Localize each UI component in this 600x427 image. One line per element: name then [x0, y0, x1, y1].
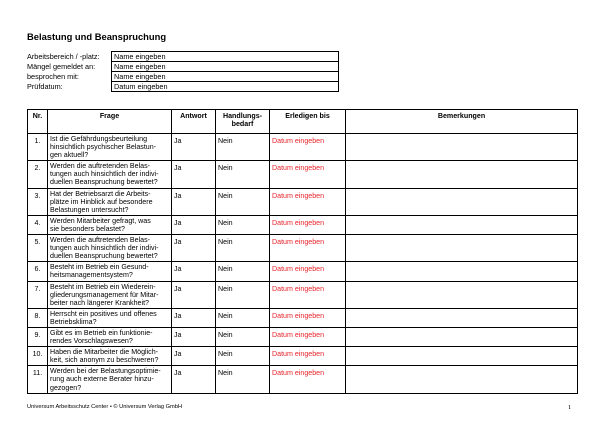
- table-row: [28, 188, 578, 215]
- question-text: Hat der Betriebsarzt die Arbeits- plätze im Hinblick auf besondere Belastungen untersucht?: [48, 188, 172, 215]
- row-number: 1.: [28, 134, 48, 161]
- col-header-frage: Frage: [48, 110, 172, 134]
- col-header-handlungsbedarf: Handlungs- bedarf: [216, 110, 270, 134]
- question-text: Werden Mitarbeiter gefragt, was sie besonders belastet?: [48, 215, 172, 234]
- row-number: 9.: [28, 327, 48, 346]
- table-row: [28, 235, 578, 262]
- question-text: Werden bei der Belastungsoptimie- rung auch externe Berater hinzu- gezogen?: [48, 366, 172, 393]
- table-row: [28, 161, 578, 188]
- question-text: Besteht im Betrieb ein Gesund- heitsmanagementsystem?: [48, 262, 172, 281]
- question-text: Gibt es im Betrieb ein funktionie- rendes Vorschlagswesen?: [48, 327, 172, 346]
- row-number: 8.: [28, 308, 48, 327]
- remarks-field[interactable]: [346, 215, 578, 234]
- answer-field[interactable]: Ja: [172, 308, 216, 327]
- due-date-field[interactable]: Datum eingeben: [270, 366, 346, 393]
- answer-field[interactable]: Ja: [172, 235, 216, 262]
- action-needed-field[interactable]: Nein: [216, 134, 270, 161]
- action-needed-field[interactable]: Nein: [216, 366, 270, 393]
- due-date-field[interactable]: Datum eingeben: [270, 235, 346, 262]
- due-date-field[interactable]: Datum eingeben: [270, 215, 346, 234]
- checklist-table: [27, 109, 578, 394]
- table-row: [28, 134, 578, 161]
- meta-label: besprochen mit:: [27, 72, 79, 81]
- action-needed-field[interactable]: Nein: [216, 161, 270, 188]
- answer-field[interactable]: Ja: [172, 281, 216, 308]
- row-number: 2.: [28, 161, 48, 188]
- answer-field[interactable]: Ja: [172, 215, 216, 234]
- row-number: 4.: [28, 215, 48, 234]
- row-number: 7.: [28, 281, 48, 308]
- table-row: [28, 347, 578, 366]
- table-row: [28, 308, 578, 327]
- due-date-field[interactable]: Datum eingeben: [270, 188, 346, 215]
- due-date-field[interactable]: Datum eingeben: [270, 347, 346, 366]
- table-row: [28, 366, 578, 393]
- meta-input-field[interactable]: Name eingeben: [112, 52, 339, 62]
- action-needed-field[interactable]: Nein: [216, 327, 270, 346]
- meta-label: Mängel gemeldet an:: [27, 62, 96, 71]
- meta-row: [27, 72, 339, 82]
- answer-field[interactable]: Ja: [172, 366, 216, 393]
- answer-field[interactable]: Ja: [172, 327, 216, 346]
- remarks-field[interactable]: [346, 161, 578, 188]
- meta-label: Prüfdatum:: [27, 82, 63, 91]
- remarks-field[interactable]: [346, 366, 578, 393]
- due-date-field[interactable]: Datum eingeben: [270, 327, 346, 346]
- table-row: [28, 281, 578, 308]
- action-needed-field[interactable]: Nein: [216, 308, 270, 327]
- action-needed-field[interactable]: Nein: [216, 188, 270, 215]
- page-number: 1: [568, 404, 572, 411]
- due-date-field[interactable]: Datum eingeben: [270, 262, 346, 281]
- question-text: Ist die Gefährdungsbeurteilung hinsichtlich psychischer Belastun- gen aktuell?: [48, 134, 172, 161]
- answer-field[interactable]: Ja: [172, 134, 216, 161]
- remarks-field[interactable]: [346, 188, 578, 215]
- question-text: Herrscht ein positives und offenes Betriebsklima?: [48, 308, 172, 327]
- question-text: Werden die auftretenden Belas- tungen auch hinsichtlich der indivi- duellen Beanspruchung bewertet?: [48, 161, 172, 188]
- meta-label: Arbeitsbereich / -platz:: [27, 52, 100, 61]
- meta-row: [27, 52, 339, 62]
- meta-row: [27, 62, 339, 72]
- question-text: Besteht im Betrieb ein Wiederein- gliederungsmanagement für Mitar- beiter nach längerer Krankheit?: [48, 281, 172, 308]
- action-needed-field[interactable]: Nein: [216, 262, 270, 281]
- table-header-row: [28, 110, 578, 134]
- action-needed-field[interactable]: Nein: [216, 347, 270, 366]
- meta-input-field[interactable]: Datum eingeben: [112, 82, 339, 92]
- meta-row: [27, 82, 339, 92]
- remarks-field[interactable]: [346, 262, 578, 281]
- due-date-field[interactable]: Datum eingeben: [270, 308, 346, 327]
- due-date-field[interactable]: Datum eingeben: [270, 161, 346, 188]
- row-number: 6.: [28, 262, 48, 281]
- answer-field[interactable]: Ja: [172, 188, 216, 215]
- table-row: [28, 327, 578, 346]
- question-text: Werden die auftretenden Belas- tungen auch hinsichtlich der indivi- duellen Beanspruchung bewertet?: [48, 235, 172, 262]
- footer-text: Universum Arbeitsschutz Center • © Universum Verlag GmbH: [27, 404, 183, 410]
- answer-field[interactable]: Ja: [172, 347, 216, 366]
- due-date-field[interactable]: Datum eingeben: [270, 134, 346, 161]
- due-date-field[interactable]: Datum eingeben: [270, 281, 346, 308]
- question-text: Haben die Mitarbeiter die Möglich- keit, sich anonym zu beschweren?: [48, 347, 172, 366]
- remarks-field[interactable]: [346, 281, 578, 308]
- table-row: [28, 215, 578, 234]
- col-header-nr: Nr.: [28, 110, 48, 134]
- page-title: Belastung und Beanspruchung: [27, 31, 167, 42]
- action-needed-field[interactable]: Nein: [216, 215, 270, 234]
- remarks-field[interactable]: [346, 347, 578, 366]
- table-row: [28, 262, 578, 281]
- answer-field[interactable]: Ja: [172, 161, 216, 188]
- meta-fields: [27, 51, 339, 92]
- action-needed-field[interactable]: Nein: [216, 235, 270, 262]
- meta-input-field[interactable]: Name eingeben: [112, 72, 339, 82]
- action-needed-field[interactable]: Nein: [216, 281, 270, 308]
- col-header-erledigen-bis: Erledigen bis: [270, 110, 346, 134]
- row-number: 3.: [28, 188, 48, 215]
- row-number: 5.: [28, 235, 48, 262]
- row-number: 10.: [28, 347, 48, 366]
- remarks-field[interactable]: [346, 235, 578, 262]
- remarks-field[interactable]: [346, 327, 578, 346]
- answer-field[interactable]: Ja: [172, 262, 216, 281]
- remarks-field[interactable]: [346, 134, 578, 161]
- row-number: 11.: [28, 366, 48, 393]
- meta-input-field[interactable]: Name eingeben: [112, 62, 339, 72]
- remarks-field[interactable]: [346, 308, 578, 327]
- col-header-antwort: Antwort: [172, 110, 216, 134]
- col-header-bemerkungen: Bemerkungen: [346, 110, 578, 134]
